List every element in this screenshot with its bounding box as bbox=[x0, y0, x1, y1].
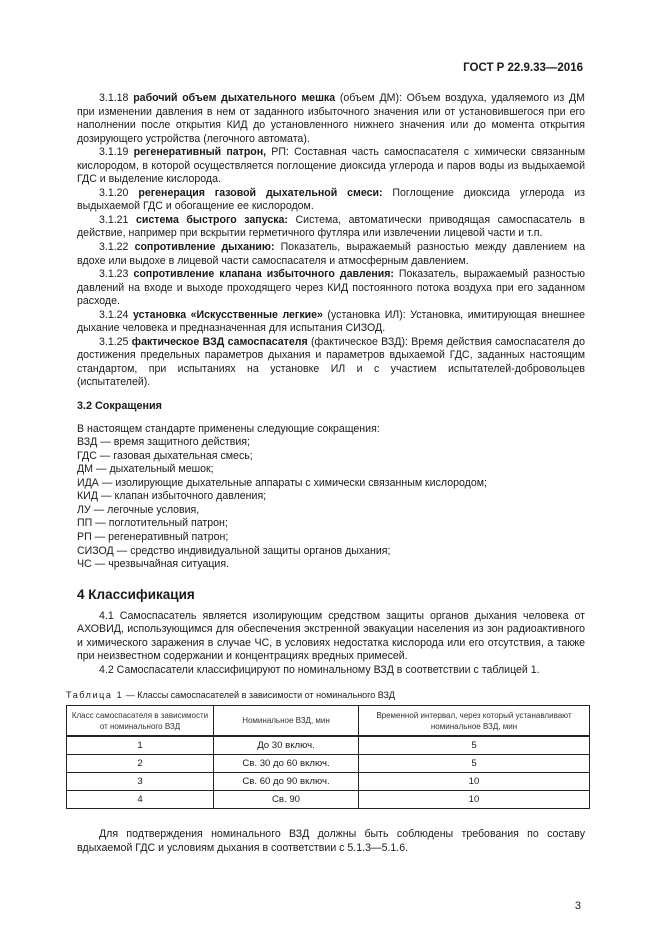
list-item: ИДА — изолирующие дыхательные аппараты с химически связанным кислородом; bbox=[77, 476, 487, 489]
table-cell: Св. 30 до 60 включ. bbox=[214, 755, 359, 773]
column-header: Номинальное ВЗД, мин bbox=[214, 706, 359, 737]
paragraph-4-2: 4.2 Самоспасатели классифицируют по номинальному ВЗД в соответствии с таблицей 1. bbox=[99, 663, 540, 676]
page-number: 3 bbox=[574, 900, 581, 912]
section-4-text bbox=[77, 610, 585, 678]
term-3-1-21: 3.1.21 система быстрого запуска: Система, автоматически приводящая самоспасатель в действие, например при вскрытии герметичного футляра или извлечении лицевой части и т.п. bbox=[77, 213, 585, 240]
table-header-row bbox=[67, 706, 590, 737]
classes-table bbox=[66, 705, 590, 809]
list-item: КИД — клапан избыточного давления; bbox=[77, 490, 267, 503]
closing-text: Для подтверждения номинального ВЗД должны быть соблюдены требования по составу вдыхаемой ГДС и условиям дыхания в соответствии с 5.1.3—5.1.6. bbox=[77, 828, 585, 854]
column-header: Временной интервал, через который устанавливают номинальное ВЗД, мин bbox=[359, 706, 590, 737]
abbrev-heading: 3.2 Сокращения bbox=[77, 400, 162, 413]
term-3-1-23: 3.1.23 сопротивление клапана избыточного давления: Показатель, выражаемый разностью давлений на входе и выходе проходящего через КИД постоянного потока воздуха при его заданном расходе. bbox=[77, 268, 586, 308]
list-item: РП — регенеративный патрон; bbox=[77, 530, 229, 543]
list-item: ЧС — чрезвычайная ситуация. bbox=[77, 558, 230, 571]
list-item: ВЗД — время защитного действия; bbox=[77, 436, 250, 449]
table-cell: 5 bbox=[359, 755, 590, 773]
table-row bbox=[67, 791, 590, 809]
term-3-1-18: 3.1.18 рабочий объем дыхательного мешка (объем ДМ): Объем воздуха, удаляемого из ДМ при изменении давления в нем от заданного избыточного значения или от установившегося при его наполнении после открытия КИД до установленного нижнего значения или до момента открытия дозирующего устройства (легочного автомата). bbox=[77, 92, 585, 145]
table-cell: 2 bbox=[67, 755, 214, 773]
table-row bbox=[67, 773, 590, 791]
term-3-1-25: 3.1.25 фактическое ВЗД самоспасателя (фактическое ВЗД): Время действия самоспасателя до достижения предельных параметров дыхания и параметров вдыхаемой ГДС, заданных настоящим стандартом, при испытаниях на установке ИЛ и с участием испытателей-добровольцев (испытателей). bbox=[77, 335, 586, 389]
page-body bbox=[66, 92, 586, 855]
table-cell: Св. 90 bbox=[214, 791, 359, 809]
table-cell: Св. 60 до 90 включ. bbox=[214, 773, 359, 791]
list-item: ЛУ — легочные условия, bbox=[77, 503, 200, 516]
table-cell: 5 bbox=[359, 736, 590, 755]
list-item: ГДС — газовая дыхательная смесь; bbox=[77, 449, 253, 462]
abbrev-list bbox=[77, 423, 585, 572]
terms-section bbox=[77, 92, 585, 390]
term-3-1-24: 3.1.24 установка «Искусственные легкие» (установка ИЛ): Установка, имитирующая внешнее дыхание человека и предназначенная для испытания СИЗОД. bbox=[77, 308, 585, 335]
list-item: ДМ — дыхательный мешок; bbox=[77, 463, 214, 476]
document-id: ГОСТ Р 22.9.33—2016 bbox=[463, 62, 583, 74]
list-item: ПП — поглотительный патрон; bbox=[77, 517, 228, 530]
abbrev-intro: В настоящем стандарте применены следующие сокращения: bbox=[77, 422, 380, 435]
section-heading: 4 Классификация bbox=[77, 586, 195, 602]
table-cell: 3 bbox=[67, 773, 214, 791]
table-cell: До 30 включ. bbox=[214, 736, 359, 755]
table-caption: Таблица 1 — Классы самоспасателей в зависимости от номинального ВЗД bbox=[66, 690, 396, 701]
table-row bbox=[67, 755, 590, 773]
paragraph-4-1: 4.1 Самоспасатель является изолирующим средством защиты органов дыхания человека от АХОВИД, использующимся для обеспечения экстренной эвакуации населения из зон радиоактивного и химического заражения в случае ЧС, в условиях недостатка кислорода или его отсутствия, а также при неизвестном содержании и концентрациях вредных примесей. bbox=[77, 609, 585, 663]
term-3-1-22: 3.1.22 сопротивление дыханию: Показатель, выражаемый разностью между давлением на вдохе или выдохе в лицевой части самоспасателя и атмосферным давлением. bbox=[77, 241, 585, 267]
term-3-1-19: 3.1.19 регенеративный патрон, РП: Составная часть самоспасателя с химически связанным кислородом, в которой осуществляется поглощение диоксида углерода и паров воды из выдыхаемой ГДС и выделение кислорода. bbox=[77, 146, 585, 186]
table-cell: 10 bbox=[359, 773, 590, 791]
table-cell: 1 bbox=[67, 736, 214, 755]
term-3-1-20: 3.1.20 регенерация газовой дыхательной смеси: Поглощение диоксида углерода из выдыхаемой ГДС и обогащение ее кислородом. bbox=[77, 186, 585, 213]
table-cell: 4 bbox=[67, 791, 214, 809]
column-header: Класс самоспасателя в зависимости от номинального ВЗД bbox=[67, 706, 214, 737]
table-cell: 10 bbox=[359, 791, 590, 809]
table-row bbox=[67, 736, 590, 755]
list-item: СИЗОД — средство индивидуальной защиты органов дыхания; bbox=[77, 544, 391, 557]
closing-paragraph bbox=[77, 828, 585, 855]
